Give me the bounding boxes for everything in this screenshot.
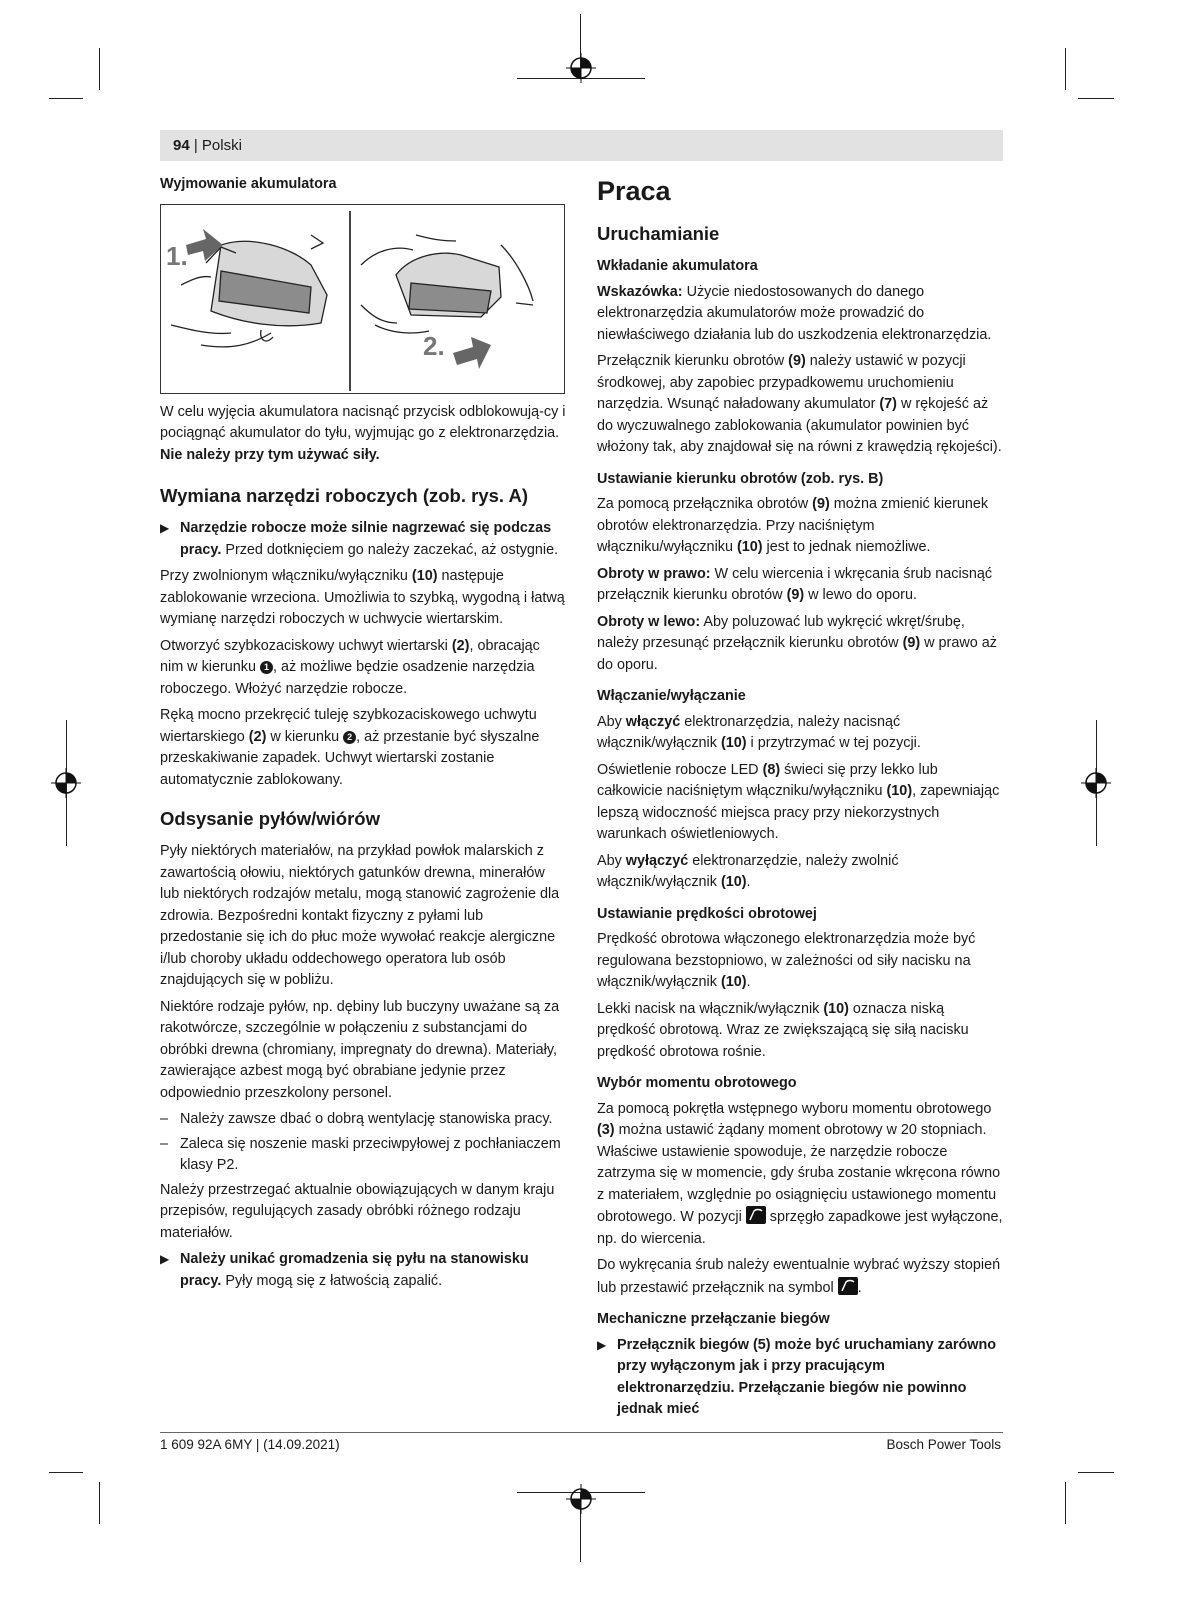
- paragraph: Aby wyłączyć elektronarzędzie, należy zwolnić włącznik/wyłącznik (10).: [597, 852, 899, 890]
- subsection-title: Wkładanie akumulatora: [597, 258, 758, 274]
- page-number: 94: [173, 137, 190, 154]
- page-header: [160, 130, 1003, 161]
- paragraph: Pyły niektórych materiałów, na przykład powłok malarskich z zawartością ołowiu, niektórych gatunków drewna, minerałów lub niektórych rodzajów metalu, mogą stanowić zagrożenie dla zdrowia. Bezpośredni kontakt fizyczny z pyłami lub przedostanie się ich do płuc może wywołać reakcje alergiczne i/lub choroby układu oddechowego operatora lub osób znajdujących się w pobliżu.: [160, 843, 560, 988]
- paragraph: Obroty w prawo: W celu wiercenia i wkręcania śrub nacisnąć przełącznik kierunku obrotów (9) w lewo do oporu.: [597, 565, 993, 603]
- paragraph: Prędkość obrotowa włączonego elektronarzędzia może być regulowana bezstopniowo, w zależności od siły nacisku na włącznik/wyłącznik (10).: [597, 931, 976, 990]
- bullet-triangle-icon: ▶: [160, 521, 170, 535]
- registration-mark-icon: [1081, 768, 1111, 798]
- paragraph: W celu wyjęcia akumulatora nacisnąć przycisk odblokowują-cy i pociągnąć akumulator do tyłu, wyjmując go z elektronarzędzia. Nie należy przy tym używać siły.: [160, 403, 566, 463]
- section-title: Odsysanie pyłów/wiórów: [160, 808, 380, 829]
- direction-2-icon: 2: [343, 731, 356, 744]
- footer-doc-id: 1 609 92A 6MY | (14.09.2021): [160, 1437, 340, 1452]
- list-item: – Zaleca się noszenie maski przeciwpyłowej z pochłaniaczem klasy P2.: [160, 1135, 561, 1173]
- bullet-triangle-icon: ▶: [160, 1252, 170, 1266]
- step-1-label: 1.: [166, 240, 188, 271]
- paragraph: Do wykręcania śrub należy ewentualnie wybrać wyższy stopień lub przestawić przełącznik na symbol .: [597, 1257, 1001, 1296]
- registration-mark-icon: [566, 53, 596, 83]
- battery-removal-illustration: [161, 205, 564, 393]
- crop-mark: [99, 48, 100, 90]
- paragraph: Lekki nacisk na włącznik/wyłącznik (10) oznacza niską prędkość obrotową. Wraz ze zwiększającą się siłą nacisku prędkość obrotowa rośnie.: [597, 1000, 969, 1060]
- subsection-title: Ustawianie prędkości obrotowej: [597, 905, 817, 922]
- drill-mode-symbol-icon: [746, 1206, 766, 1224]
- paragraph: Za pomocą pokrętła wstępnego wyboru momentu obrotowego (3) można ustawić żądany moment obrotowy w 20 stopniach. Właściwe ustawienie spowoduje, że narzędzie robocze zatrzyma się w momencie, gdy śruba zostanie wkręcona równo z materiałem, względnie po osiągnięciu ustawionego momentu obrotowego. W pozycji sprzęgło zapadkowe jest wyłączone, np. do wiercenia.: [597, 1100, 1003, 1247]
- footer-rule: [160, 1432, 1003, 1433]
- crop-mark: [1065, 1482, 1066, 1524]
- paragraph: Przy zwolnionym włączniku/wyłączniku (10) następuje zablokowanie wrzeciona. Umożliwia to szybką, wygodną i łatwą wymianę narzędzi roboczych w uchwycie wiertarskim.: [160, 568, 565, 627]
- left-column: [160, 172, 567, 1297]
- crop-mark: [1078, 98, 1114, 99]
- subsection-title: Włączanie/wyłączanie: [597, 688, 746, 704]
- section-title: Wyjmowanie akumulatora: [160, 176, 337, 192]
- warning-bullet: ▶ Należy unikać gromadzenia się pyłu na stanowisku pracy. Pyły mogą się z łatwością zapalić.: [160, 1251, 529, 1289]
- direction-1-icon: 1: [260, 661, 273, 674]
- paragraph: Obroty w lewo: Aby poluzować lub wykręcić wkręt/śrubę, należy przesunąć przełącznik kierunku obrotów (9) w prawo aż do oporu.: [597, 613, 997, 673]
- figure-divider: [349, 211, 351, 391]
- paragraph: Za pomocą przełącznika obrotów (9) można zmienić kierunek obrotów elektronarzędzia. Przy naciśniętym włączniku/wyłączniku (10) jest to jednak niemożliwe.: [597, 496, 989, 555]
- crop-mark: [49, 1472, 83, 1473]
- section-title: Wymiana narzędzi roboczych (zob. rys. A): [160, 485, 529, 506]
- crop-mark: [1065, 48, 1066, 90]
- paragraph: Niektóre rodzaje pyłów, np. dębiny lub buczyny uważane są za rakotwórcze, szczególnie w połączeniu z substancjami do obróbki drewna (chromiany, impregnaty do drewna). Materiały, zawierające azbest mogą być obrabiane jedynie przez odpowiednio przeszkolony personel.: [160, 998, 560, 1101]
- crop-mark: [49, 98, 83, 99]
- paragraph: Ręką mocno przekręcić tuleję szybkozaciskowego uchwytu wiertarskiego (2) w kierunku 2 , aż przestanie być słyszalne przeskakiwanie zapadek. Uchwyt wiertarski zostanie automatycznie zablokowany.: [160, 707, 540, 788]
- paragraph: Przełącznik kierunku obrotów (9) należy ustawić w pozycji środkowej, aby zapobiec przypadkowemu uruchomieniu narzędzia. Wsunąć naładowany akumulator (7) w rękojeść aż do wyczuwalnego zablokowania (akumulator powinien być włożony tak, aby znajdował się na równi z krawędzią rękojeści).: [597, 353, 1002, 455]
- section-title: Uruchamianie: [597, 223, 720, 244]
- battery-removal-figure: [160, 204, 565, 394]
- subsection-title: Ustawianie kierunku obrotów (zob. rys. B): [597, 470, 884, 487]
- crop-mark: [99, 1482, 100, 1524]
- paragraph: Wskazówka: Użycie niedostosowanych do danego elektronarzędzia akumulatorów może prowadzić do niewłaściwego działania lub do uszkodzenia elektronarzędzia.: [597, 283, 992, 343]
- footer-brand: Bosch Power Tools: [886, 1437, 1001, 1452]
- list-item: – Należy zawsze dbać o dobrą wentylację stanowiska pracy.: [160, 1111, 553, 1127]
- paragraph: Należy przestrzegać aktualnie obowiązujących w danym kraju przepisów, regulujących zasady obróbki różnego rodzaju materiałów.: [160, 1181, 555, 1241]
- paragraph: Otworzyć szybkozaciskowy uchwyt wiertarski (2), obracając nim w kierunku 1 , aż możliwe będzie osadzenie narzędzia roboczego. Włożyć narzędzie robocze.: [160, 637, 540, 697]
- warning-bullet: ▶ Przełącznik biegów (5) może być uruchamiany zarówno przy wyłączonym jak i przy pracującym elektronarzędziu. Przełączanie biegów nie powinno jednak mieć: [597, 1336, 997, 1417]
- registration-mark-icon: [51, 768, 81, 798]
- crop-mark: [1078, 1472, 1114, 1473]
- step-2-label: 2.: [423, 330, 445, 361]
- registration-mark-icon: [566, 1484, 596, 1514]
- paragraph: Oświetlenie robocze LED (8) świeci się przy lekko lub całkowicie naciśniętym włączniku/wyłączniku (10), zapewniając lepszą widoczność miejsca pracy przy niekorzystnych warunkach oświetleniowych.: [597, 761, 1000, 842]
- warning-bullet: ▶ Narzędzie robocze może silnie nagrzewać się podczas pracy. Przed dotknięciem go należy zaczekać, aż ostygnie.: [160, 520, 559, 558]
- header-language: Polski: [201, 137, 242, 154]
- subsection-title: Wybór momentu obrotowego: [597, 1075, 797, 1091]
- header-separator: |: [189, 137, 202, 154]
- chapter-title: Praca: [597, 176, 671, 206]
- bullet-triangle-icon: ▶: [597, 1337, 607, 1352]
- right-column: [597, 172, 1004, 1426]
- drill-mode-symbol-icon: [838, 1277, 858, 1295]
- subsection-title: Mechaniczne przełączanie biegów: [597, 1311, 830, 1327]
- paragraph: Aby włączyć elektronarzędzia, należy nacisnąć włącznik/wyłącznik (10) i przytrzymać w tej pozycji.: [597, 713, 921, 751]
